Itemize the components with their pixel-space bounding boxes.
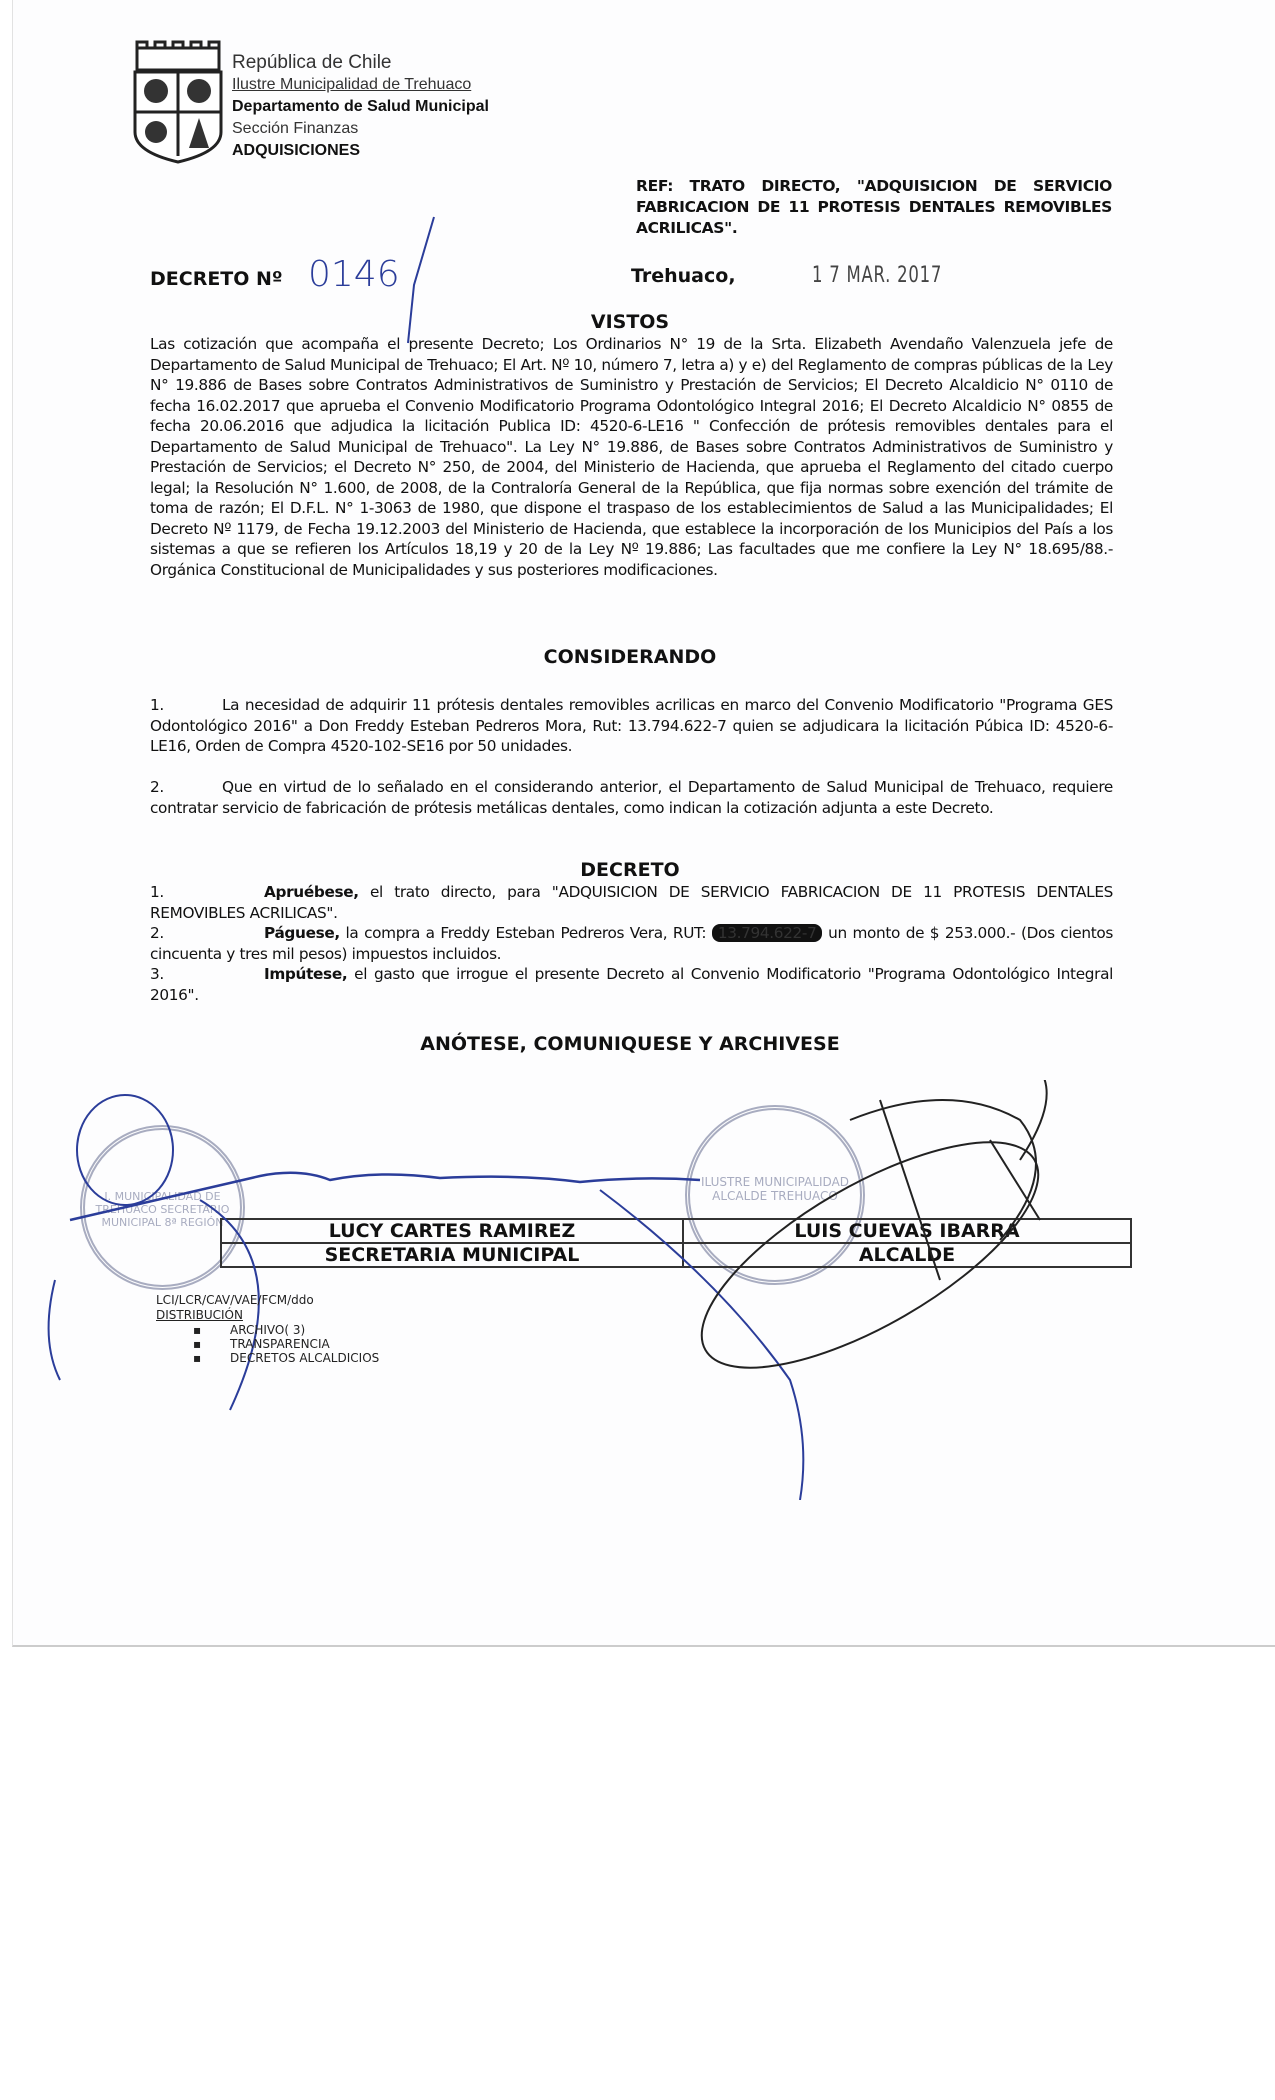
- initials: LCI/LCR/CAV/VAE/FCM/ddo: [156, 1293, 314, 1307]
- considerando-item-1: 1. La necesidad de adquirir 11 prótesis dentales removibles acrilicas en marco del Convenio Modificatorio "Programa GES Odontológico 2016" a Don Freddy Esteban Pedreros Mora, Rut: 13.794.622-7 quien se adjudicara la licitación Púbica ID: 4520-6-LE16, Orden de Compra 4520-102-SE16 por 50 unidades.: [150, 696, 1113, 755]
- redacted-rut: 13.794.622-7: [712, 924, 823, 942]
- distribution-item: ▪ ARCHIVO( 3): [193, 1323, 306, 1337]
- vistos-text: Las cotización que acompaña el presente Decreto; Los Ordinarios N° 19 de la Srta. Elizabeth Avendaño Valenzuela jefe de Departamento de Salud Municipal de Trehuaco; El Art. Nº 10, número 7, letra a) y e) del Reglamento de compras públicas de la Ley N° 19.886 de Bases sobre Contratos Administrativos de Suministro y Prestación de Servicios; El Decreto Alcaldicio N° 0110 de fecha 16.02.2017 que aprueba el Convenio Modificatorio Programa Odontológico Integral 2016; El Decreto Alcaldicio N° 0855 de fecha 20.06.2016 que adjudica la licitación Publica ID: 4520-6-LE16 " Confección de prótesis removibles dentales para el Departamento de Salud Municipal de Trehuaco". La Ley N° 19.886, de Bases sobre Contratos Administrativos de Suministro y Prestación de Servicios; el Decreto N° 250, de 2004, del Ministerio de Hacienda, que aprueba el Reglamento del citado cuerpo legal; la Resolución N° 1.600, de 2008, de la Contraloría General de la República, que fija normas sobre exención del trámite de toma de razón; El D.F.L. N° 1-3063 de 1980, que dispone el traspaso de los establecimientos de Salud a las Municipalidades; El Decreto Nº 1179, de Fecha 19.12.2003 del Ministerio de Hacienda, que establece la incorporación de los Municipios del País a los sistemas a que se refieren los Artículos 18,19 y 20 de la Ley Nº 19.886; Las facultades que me confiere la Ley N° 18.695/88.- Orgánica Constitucional de Municipalidades y sus posteriores modificaciones.: [150, 335, 1113, 579]
- decreto-item-3: 3. Impútese, el gasto que irrogue el presente Decreto al Convenio Modificatorio "Programa Odontológico Integral 2016".: [150, 965, 1113, 1004]
- letterhead-section: Sección Finanzas: [232, 120, 359, 137]
- right-signer-title: ALCALDE: [683, 1243, 1131, 1267]
- place: Trehuaco,: [631, 265, 736, 287]
- secretary-stamp: I. MUNICIPALIDAD DE TREHUACO SECRETARIO MUNICIPAL 8ª REGIÓN: [80, 1125, 245, 1290]
- decreto-item-2: 2. Páguese, la compra a Freddy Esteban Pedreros Vera, RUT: 13.794.622-7 un monto de $ 253.000.- (Dos cientos cincuenta y tres mil pesos) impuestos incluidos.: [150, 924, 1113, 963]
- decree-number-handwritten: 0146: [308, 254, 400, 295]
- right-signer-name: LUIS CUEVAS IBARRA: [683, 1219, 1131, 1243]
- handwritten-slash: [400, 215, 440, 345]
- decree-label: DECRETO Nº: [150, 268, 283, 290]
- decreto-item-1: 1. Apruébese, el trato directo, para "ADQUISICION DE SERVICIO FABRICACION DE 11 PROTESIS DENTALES REMOVIBLES ACRILICAS".: [150, 883, 1113, 922]
- reference: REF: TRATO DIRECTO, "ADQUISICION DE SERVICIO FABRICACION DE 11 PROTESIS DENTALES REMOVIBLES ACRILICAS".: [636, 177, 1112, 237]
- letterhead: [232, 52, 489, 162]
- closing-formula: ANÓTESE, COMUNIQUESE Y ARCHIVESE: [420, 1033, 840, 1055]
- considerando-item-2: 2. Que en virtud de lo señalado en el considerando anterior, el Departamento de Salud Municipal de Trehuaco, requiere contratar servicio de fabricación de prótesis metálicas dentales, como indican la cotización adjunta a este Decreto.: [150, 778, 1113, 817]
- left-signer-title: SECRETARIA MUNICIPAL: [221, 1243, 683, 1267]
- letterhead-department: Departamento de Salud Municipal: [232, 98, 489, 115]
- mayor-stamp: ILUSTRE MUNICIPALIDAD ALCALDE TREHUACO: [685, 1105, 865, 1285]
- letterhead-municipality: Ilustre Municipalidad de Trehuaco: [232, 76, 472, 93]
- handwritten-signatures: [0, 1080, 1275, 1500]
- letterhead-country: República de Chile: [232, 52, 392, 73]
- coat-of-arms-logo: [131, 38, 225, 164]
- date-stamp: 1 7 MAR. 2017: [812, 263, 943, 288]
- decreto-heading: DECRETO: [580, 859, 680, 881]
- left-signer-name: LUCY CARTES RAMIREZ: [221, 1219, 683, 1243]
- letterhead-unit: ADQUISICIONES: [232, 142, 361, 159]
- distribution-item: ▪ DECRETOS ALCALDICIOS: [193, 1351, 380, 1365]
- distribution-title: DISTRIBUCIÓN: [156, 1308, 243, 1322]
- vistos-heading: VISTOS: [590, 311, 670, 333]
- distribution-item: ▪ TRANSPARENCIA: [193, 1337, 330, 1351]
- distribution-list: [193, 1323, 379, 1365]
- considerando-heading: CONSIDERANDO: [543, 646, 717, 668]
